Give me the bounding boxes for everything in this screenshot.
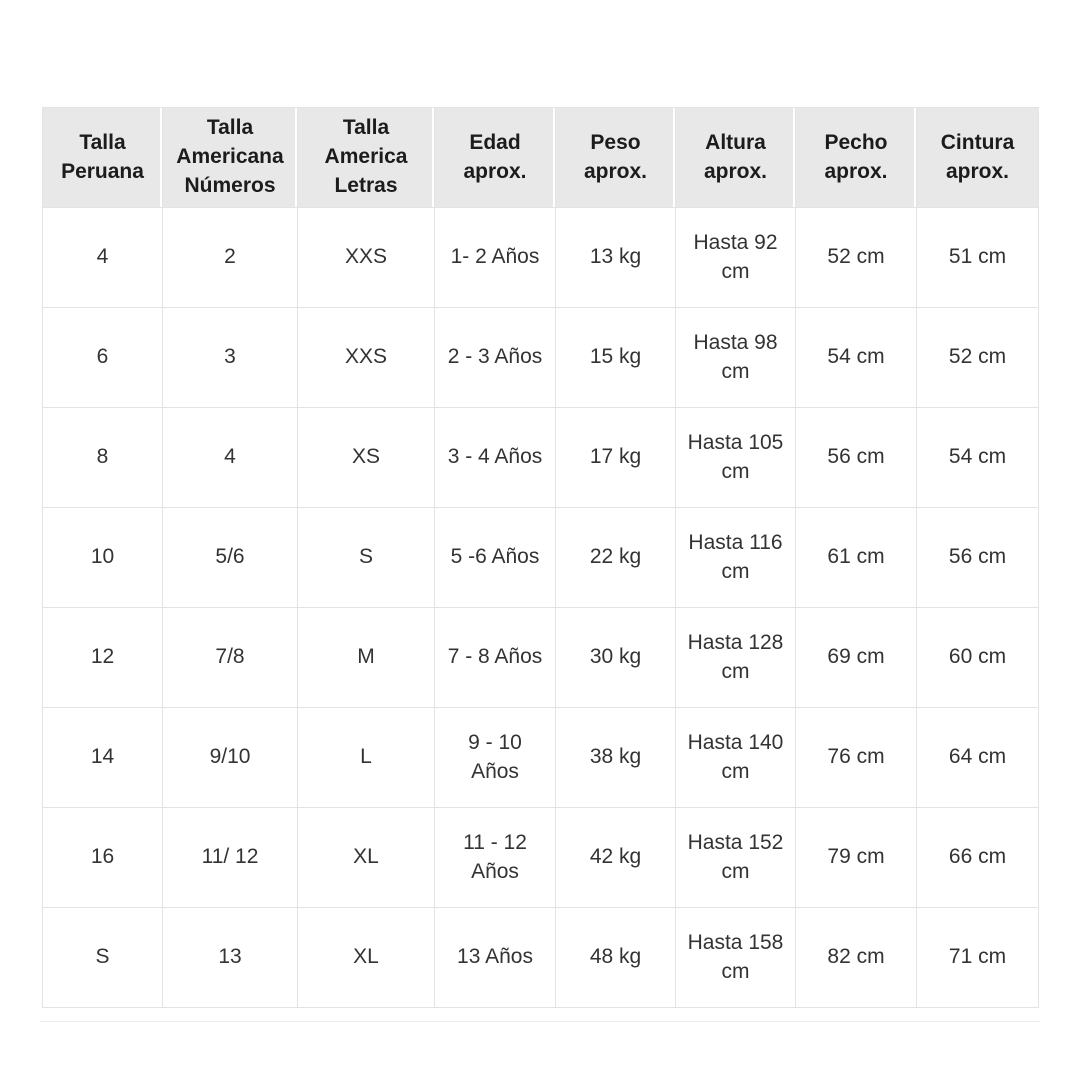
cell-talla-americana-numeros: 5/6 bbox=[163, 508, 298, 608]
cell-pecho-aprox: 56 cm bbox=[796, 408, 917, 508]
table-row bbox=[43, 308, 1039, 408]
cell-pecho-aprox: 76 cm bbox=[796, 708, 917, 808]
table-row bbox=[43, 508, 1039, 608]
cell-talla-peruana: 4 bbox=[43, 208, 163, 308]
cell-edad-aprox: 5 -6 Años bbox=[435, 508, 556, 608]
table-row bbox=[43, 408, 1039, 508]
cell-altura-aprox: Hasta 98 cm bbox=[676, 308, 796, 408]
table-row bbox=[43, 608, 1039, 708]
cell-cintura-aprox: 51 cm bbox=[917, 208, 1039, 308]
cell-talla-americana-numeros: 7/8 bbox=[163, 608, 298, 708]
cell-altura-aprox: Hasta 116 cm bbox=[676, 508, 796, 608]
header-edad-aprox: Edad aprox. bbox=[435, 108, 556, 208]
cell-talla-america-letras: XL bbox=[298, 808, 435, 908]
cell-edad-aprox: 9 - 10 Años bbox=[435, 708, 556, 808]
cell-talla-peruana: 8 bbox=[43, 408, 163, 508]
cell-altura-aprox: Hasta 140 cm bbox=[676, 708, 796, 808]
header-pecho-aprox: Pecho aprox. bbox=[796, 108, 917, 208]
size-chart-container bbox=[42, 107, 1039, 1008]
cell-talla-america-letras: XL bbox=[298, 908, 435, 1008]
cell-edad-aprox: 2 - 3 Años bbox=[435, 308, 556, 408]
header-peso-aprox: Peso aprox. bbox=[556, 108, 676, 208]
cell-pecho-aprox: 52 cm bbox=[796, 208, 917, 308]
cell-talla-america-letras: XXS bbox=[298, 208, 435, 308]
cell-talla-america-letras: S bbox=[298, 508, 435, 608]
cell-pecho-aprox: 69 cm bbox=[796, 608, 917, 708]
cell-talla-america-letras: XXS bbox=[298, 308, 435, 408]
cell-talla-peruana: 14 bbox=[43, 708, 163, 808]
cell-peso-aprox: 38 kg bbox=[556, 708, 676, 808]
cell-altura-aprox: Hasta 128 cm bbox=[676, 608, 796, 708]
cell-edad-aprox: 13 Años bbox=[435, 908, 556, 1008]
cell-pecho-aprox: 54 cm bbox=[796, 308, 917, 408]
header-altura-aprox: Altura aprox. bbox=[676, 108, 796, 208]
cell-altura-aprox: Hasta 92 cm bbox=[676, 208, 796, 308]
cell-cintura-aprox: 56 cm bbox=[917, 508, 1039, 608]
cell-edad-aprox: 11 - 12 Años bbox=[435, 808, 556, 908]
cell-talla-peruana: 16 bbox=[43, 808, 163, 908]
cell-edad-aprox: 7 - 8 Años bbox=[435, 608, 556, 708]
header-talla-america-letras: Talla America Letras bbox=[298, 108, 435, 208]
cell-altura-aprox: Hasta 152 cm bbox=[676, 808, 796, 908]
cell-altura-aprox: Hasta 105 cm bbox=[676, 408, 796, 508]
cell-talla-america-letras: XS bbox=[298, 408, 435, 508]
cell-talla-america-letras: L bbox=[298, 708, 435, 808]
cell-cintura-aprox: 54 cm bbox=[917, 408, 1039, 508]
cell-cintura-aprox: 64 cm bbox=[917, 708, 1039, 808]
cell-talla-americana-numeros: 13 bbox=[163, 908, 298, 1008]
cell-pecho-aprox: 61 cm bbox=[796, 508, 917, 608]
cell-cintura-aprox: 71 cm bbox=[917, 908, 1039, 1008]
size-chart-table bbox=[42, 107, 1039, 1008]
cell-peso-aprox: 22 kg bbox=[556, 508, 676, 608]
table-row bbox=[43, 708, 1039, 808]
header-talla-americana-numeros: Talla Americana Números bbox=[163, 108, 298, 208]
cell-talla-americana-numeros: 2 bbox=[163, 208, 298, 308]
header-talla-peruana: Talla Peruana bbox=[43, 108, 163, 208]
header-cintura-aprox: Cintura aprox. bbox=[917, 108, 1039, 208]
cell-peso-aprox: 17 kg bbox=[556, 408, 676, 508]
cell-cintura-aprox: 60 cm bbox=[917, 608, 1039, 708]
cell-talla-peruana: 10 bbox=[43, 508, 163, 608]
table-bottom-shadow-line bbox=[40, 1021, 1040, 1022]
cell-talla-peruana: 12 bbox=[43, 608, 163, 708]
cell-talla-peruana: S bbox=[43, 908, 163, 1008]
cell-edad-aprox: 1- 2 Años bbox=[435, 208, 556, 308]
cell-talla-americana-numeros: 4 bbox=[163, 408, 298, 508]
cell-edad-aprox: 3 - 4 Años bbox=[435, 408, 556, 508]
cell-peso-aprox: 13 kg bbox=[556, 208, 676, 308]
cell-peso-aprox: 48 kg bbox=[556, 908, 676, 1008]
table-body bbox=[43, 208, 1039, 1008]
cell-pecho-aprox: 82 cm bbox=[796, 908, 917, 1008]
cell-cintura-aprox: 66 cm bbox=[917, 808, 1039, 908]
cell-talla-america-letras: M bbox=[298, 608, 435, 708]
cell-peso-aprox: 30 kg bbox=[556, 608, 676, 708]
cell-talla-americana-numeros: 9/10 bbox=[163, 708, 298, 808]
table-row bbox=[43, 208, 1039, 308]
table-row bbox=[43, 808, 1039, 908]
cell-peso-aprox: 15 kg bbox=[556, 308, 676, 408]
header-row bbox=[43, 108, 1039, 208]
table-row bbox=[43, 908, 1039, 1008]
cell-cintura-aprox: 52 cm bbox=[917, 308, 1039, 408]
cell-talla-americana-numeros: 11/ 12 bbox=[163, 808, 298, 908]
cell-talla-peruana: 6 bbox=[43, 308, 163, 408]
cell-talla-americana-numeros: 3 bbox=[163, 308, 298, 408]
cell-pecho-aprox: 79 cm bbox=[796, 808, 917, 908]
cell-altura-aprox: Hasta 158 cm bbox=[676, 908, 796, 1008]
cell-peso-aprox: 42 kg bbox=[556, 808, 676, 908]
table-header bbox=[43, 108, 1039, 208]
